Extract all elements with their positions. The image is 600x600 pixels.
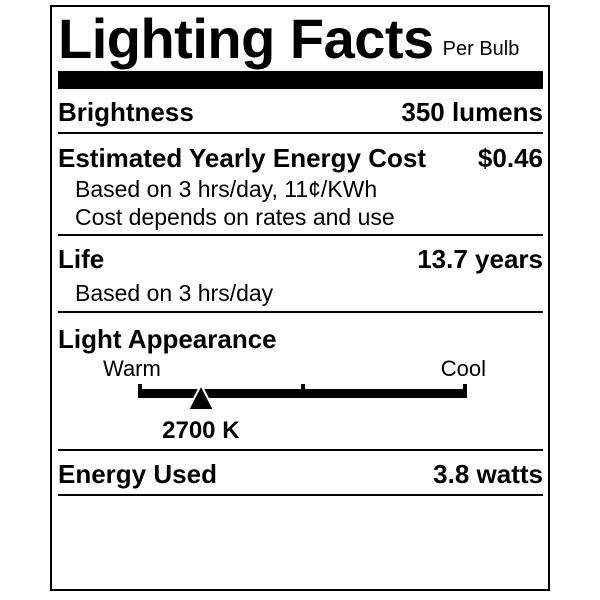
life-value: 13.7 years [417,244,543,274]
energy-cost-label: Estimated Yearly Energy Cost [58,143,427,173]
header-separator-bar [58,71,543,89]
energy-used-row [58,459,543,489]
lighting-facts-label [50,5,550,591]
cool-label: Cool [440,356,486,381]
energy-used-label: Energy Used [58,459,217,489]
energy-used-section [58,451,543,496]
label-subtitle: Per Bulb [442,38,520,60]
energy-cost-value: $0.46 [477,143,543,173]
energy-cost-note-2: Cost depends on rates and use [75,204,395,230]
title-row [58,7,543,70]
warm-cool-row [58,357,543,381]
energy-cost-note-1: Based on 3 hrs/day, 11¢/KWh [75,176,378,202]
life-section [58,236,543,313]
light-appearance-section [58,313,543,451]
life-label: Life [58,244,105,274]
light-appearance-label: Light Appearance [58,324,277,354]
color-temperature-scale [138,384,467,446]
energy-cost-row [58,143,543,173]
color-temperature-value: 2700 K [162,417,240,444]
label-title: Lighting Facts [58,7,434,70]
life-note-1: Based on 3 hrs/day [75,280,274,306]
color-temp-marker [186,383,216,412]
brightness-value: 350 lumens [401,97,543,127]
life-row [58,244,543,274]
scale-right-endcap [463,384,467,398]
energy-cost-section [58,134,543,236]
scale-middle-tick [301,384,305,398]
warm-label: Warm [103,356,161,381]
brightness-label: Brightness [58,97,194,127]
energy-used-value: 3.8 watts [433,459,543,489]
brightness-row [58,89,543,134]
